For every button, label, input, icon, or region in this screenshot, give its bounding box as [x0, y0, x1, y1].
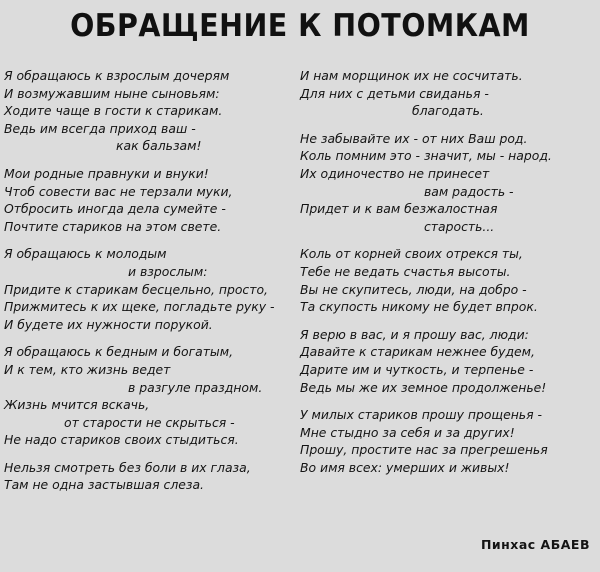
poem-line: Придет и к вам безжалостная — [300, 201, 498, 217]
stanza-gap — [300, 316, 596, 326]
poem-line: и взрослым: — [128, 263, 208, 279]
poem-line: Тебе не ведать счастья высоты. — [300, 263, 511, 279]
poem-line: Давайте к старикам нежнее будем, — [300, 344, 535, 360]
poem-line: Не забывайте их - от них Ваш род. — [300, 130, 528, 146]
poem-line: У милых стариков прошу прощенья - — [300, 407, 542, 423]
poem-line: Ведь им всегда приход ваш - — [4, 120, 196, 136]
stanza-gap — [4, 155, 296, 165]
poem-line: Я обращаюсь к бедным и богатым, — [4, 344, 234, 360]
poem-line: Прошу, простите нас за прегрешенья — [300, 442, 548, 458]
poem-line: Мне стыдно за себя и за других! — [300, 424, 515, 440]
poem-line: как бальзам! — [116, 138, 202, 154]
right-column — [300, 67, 596, 476]
poem-line: Я верю в вас, и я прошу вас, люди: — [300, 326, 529, 342]
poem-line: Придите к старикам бесцельно, просто, — [4, 281, 268, 297]
poem-line: Во имя всех: умерших и живых! — [300, 459, 510, 475]
poem-line: Жизнь мчится вскачь, — [4, 397, 150, 413]
left-column — [4, 67, 296, 494]
poem-line: Я обращаюсь к взрослым дочерям — [4, 68, 230, 83]
poem-line: Я обращаюсь к молодым — [4, 246, 167, 262]
poem-line: Прижмитесь к их щеке, погладьте руку - — [4, 299, 275, 315]
author-signature: Пинхас АБАЕВ — [480, 537, 590, 552]
poem-line: Коль от корней своих отрекся ты, — [300, 246, 523, 262]
stanza-gap — [300, 396, 596, 406]
stanza-gap — [300, 120, 596, 130]
poem-line: Ведь мы же их земное продолженье! — [300, 379, 547, 395]
stanza-gap — [4, 449, 296, 459]
poem-line: Мои родные правнуки и внуки! — [4, 165, 209, 181]
poem-line: Почтите стариков на этом свете. — [4, 218, 222, 234]
poem-line: Вы не скупитесь, люди, на добро - — [300, 281, 527, 297]
stanza-gap — [4, 235, 296, 245]
poem-line: от старости не скрыться - — [64, 414, 235, 430]
poem-line: И возмужавшим ныне сыновьям: — [4, 85, 220, 101]
poem-line: благодать. — [412, 103, 484, 119]
poem-line: И нам морщинок их не сосчитать. — [300, 68, 523, 83]
poem-line: И будете их нужности порукой. — [4, 316, 213, 332]
poem-line: Их одиночество не принесет — [300, 165, 490, 181]
poem-line: Коль помним это - значит, мы - народ. — [300, 148, 552, 164]
poem-line: Отбросить иногда дела сумейте - — [4, 201, 226, 217]
poem-line: Не надо стариков своих стыдиться. — [4, 432, 239, 448]
poem-line: Чтоб совести вас не терзали муки, — [4, 183, 233, 199]
stanza-gap — [300, 235, 596, 245]
stanza-gap — [4, 333, 296, 343]
poem-line: Для них с детьми свиданья - — [300, 85, 489, 101]
poem-line: Нельзя смотреть без боли в их глаза, — [4, 459, 251, 475]
poem-line: вам радость - — [424, 183, 514, 199]
poem-line: старость... — [424, 218, 495, 234]
poem-line: Та скупость никому не будет впрок. — [300, 299, 538, 315]
poem-line: И к тем, кто жизнь ведет — [4, 361, 171, 377]
poem-line: Там не одна застывшая слеза. — [4, 477, 204, 493]
poem-line: Ходите чаще в гости к старикам. — [4, 103, 223, 119]
poem-line: Дарите им и чуткость, и терпенье - — [300, 361, 534, 377]
poem-title: ОБРАЩЕНИЕ К ПОТОМКАМ — [70, 8, 530, 44]
poem-line: в разгуле праздном. — [128, 379, 263, 395]
